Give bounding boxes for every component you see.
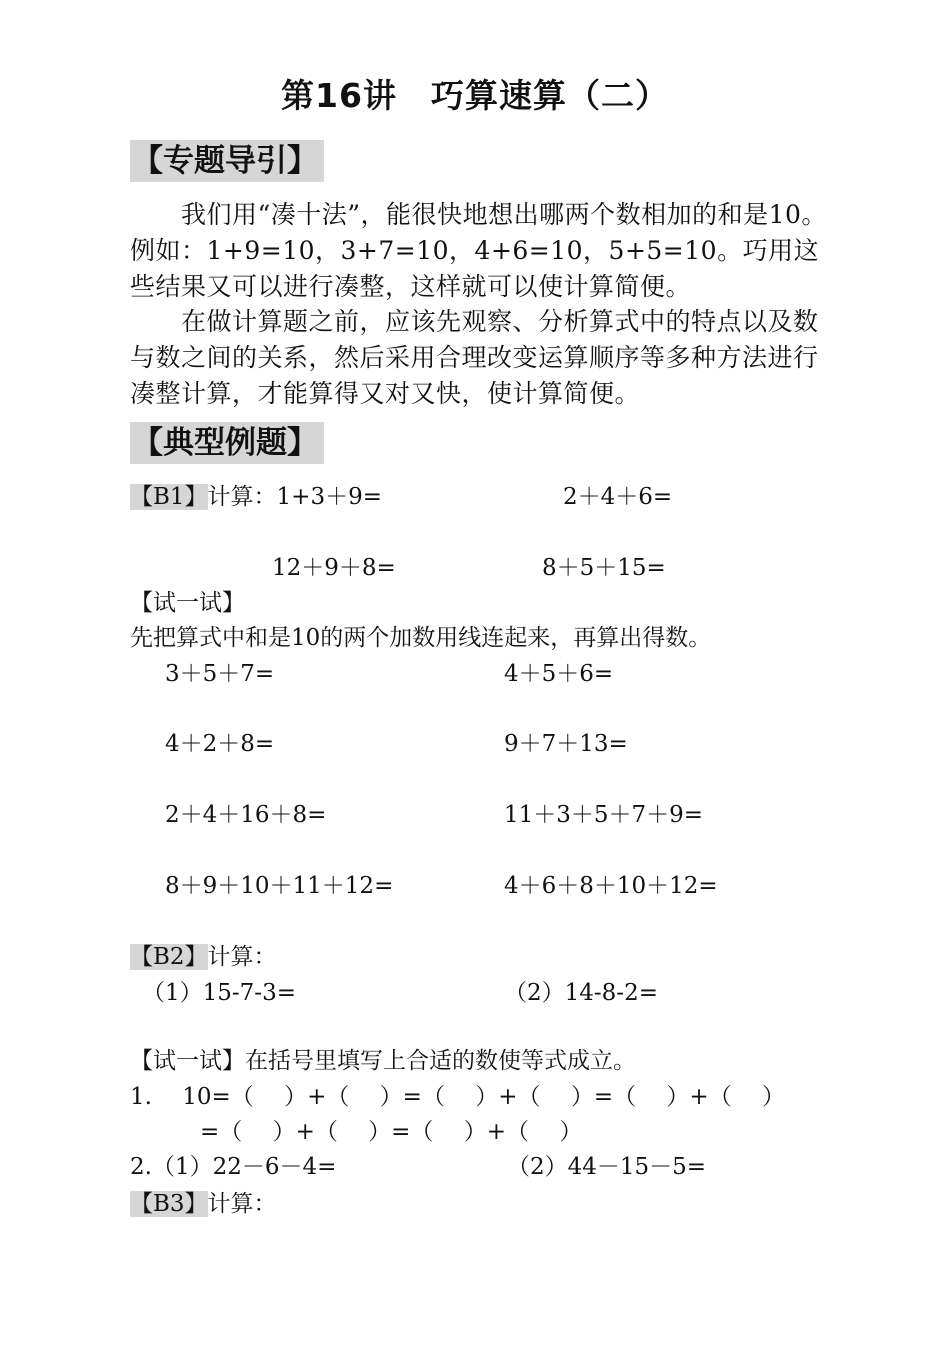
example-label: 计算： [207, 944, 277, 970]
exercise-expression: 12＋9＋8= [272, 555, 396, 581]
example-tag: 【B1】 [130, 484, 208, 510]
try2-header [130, 1046, 636, 1076]
intro-paragraph-2: 在做计算题之前，应该先观察、分析算式中的特点以及数与数之间的关系，然后采用合理改变运算顺序等多种方法进行凑整计算，才能算得又对又快，使计算简便。 [130, 307, 819, 408]
example-label: 计算： [207, 1191, 277, 1217]
try-instruction: 先把算式中和是10的两个加数用线连起来，再算出得数。 [130, 625, 712, 651]
exercise-expression: 9＋7＋13= [504, 731, 628, 757]
fill-blank-line-1: 1. 10=（ ）+（ ）=（ ）+（ ）=（ ）+（ ） [130, 1084, 786, 1110]
example-b1-header [130, 482, 382, 512]
example-b2-header [130, 942, 277, 972]
intro-paragraph-1: 我们用“凑十法”，能很快地想出哪两个数相加的和是10。例如：1+9=10，3+7=10，4+6=10，5+5=10。巧用这些结果又可以进行凑整，这样就可以使计算简便。 [130, 200, 827, 301]
section-heading-examples: 【典型例题】 [130, 422, 324, 464]
try-heading: 【试一试】 [130, 1048, 245, 1074]
exercise-expression: （1）15-7-3= [142, 980, 296, 1006]
exercise-expression: 2＋4＋6= [563, 484, 673, 510]
example-tag: 【B2】 [130, 944, 208, 970]
exercise-expression: 2.（1）22－6－4= [130, 1154, 337, 1180]
exercise-expression: 8＋9＋10＋11＋12= [165, 873, 394, 899]
page-title: 第16讲 巧算速算（二） [281, 76, 669, 115]
try-heading: 【试一试】 [130, 590, 245, 616]
exercise-expression: 4＋5＋6= [504, 661, 614, 687]
example-tag: 【B3】 [130, 1191, 208, 1217]
exercise-expression: 3＋5＋7= [165, 661, 275, 687]
example-b3-header [130, 1189, 277, 1219]
exercise-expression: 1+3＋9= [276, 484, 382, 510]
exercise-expression: 8＋5＋15= [542, 555, 666, 581]
exercise-expression: 11＋3＋5＋7＋9= [504, 802, 704, 828]
exercise-expression: （2）14-8-2= [504, 980, 658, 1006]
try-instruction: 在括号里填写上合适的数使等式成立。 [245, 1048, 636, 1074]
fill-blank-line-2: =（ ）+（ ）=（ ）+（ ） [200, 1119, 583, 1145]
exercise-expression: （2）44－15－5= [507, 1154, 707, 1180]
example-label: 计算： [207, 484, 277, 510]
exercise-expression: 2＋4＋16＋8= [165, 802, 327, 828]
exercise-expression: 4＋2＋8= [165, 731, 275, 757]
section-heading-guide: 【专题导引】 [130, 140, 324, 182]
exercise-expression: 4＋6＋8＋10＋12= [504, 873, 718, 899]
